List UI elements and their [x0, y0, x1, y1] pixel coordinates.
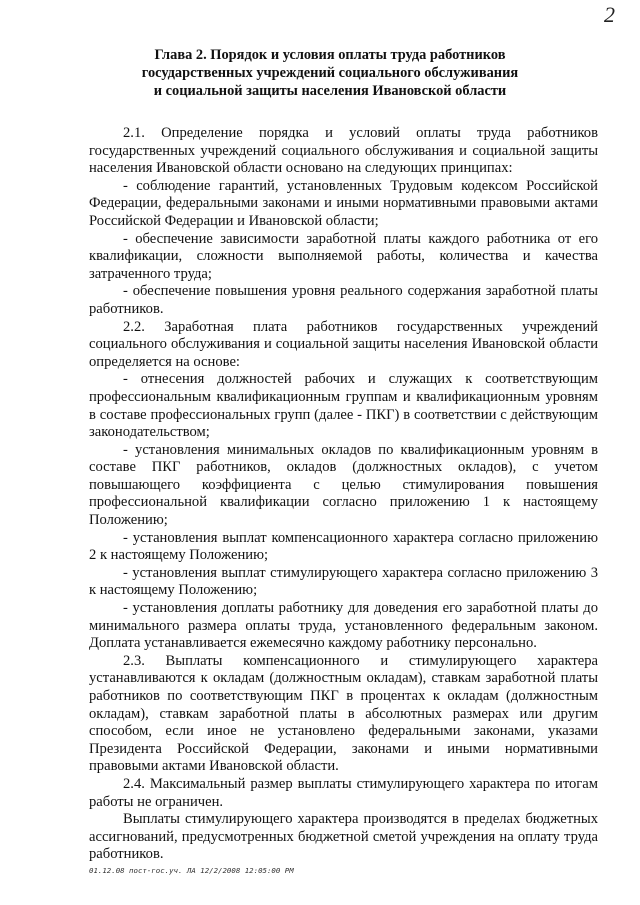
page-number: 2: [604, 2, 615, 27]
list-item: - отнесения должностей рабочих и служащих к соответствующим профессиональным квалификационным группам и квалификационным уровням в составе профессиональных групп (далее - ПКГ) в соответствии с действующим законодательством;: [89, 371, 598, 441]
list-item: - обеспечение зависимости заработной платы каждого работника от его квалификации, сложности выполняемой работы, количества и качества затраченного труда;: [89, 230, 598, 282]
document-body: [89, 125, 598, 864]
paragraph-2-2: 2.2. Заработная плата работников государственных учреждений социального обслуживания и социальной защиты населения Ивановской области определяется на основе:: [89, 318, 598, 370]
paragraph-2-4: 2.4. Максимальный размер выплаты стимулирующего характера по итогам работы не ограничен.: [89, 775, 598, 810]
paragraph-2-1: 2.1. Определение порядка и условий оплаты труда работников государственных учреждений социального обслуживания и социальной защиты населения Ивановской области основано на следующих принципах:: [89, 125, 598, 177]
chapter-title-line: Глава 2. Порядок и условия оплаты труда работников: [154, 47, 506, 63]
chapter-title: [80, 46, 580, 100]
paragraph: Выплаты стимулирующего характера производятся в пределах бюджетных ассигнований, предусмотренных бюджетной сметой учреждения на оплату труда работников.: [89, 811, 598, 863]
list-item: - установления доплаты работнику для доведения его заработной платы до минимального размера оплаты труда, установленного федеральным законом. Доплата устанавливается ежемесячно каждому работнику персонально.: [89, 600, 598, 652]
footer-stamp: 01.12.08 пост-гос.уч. ЛА 12/2/2008 12:05:00 PM: [89, 866, 294, 875]
list-item: - обеспечение повышения уровня реального содержания заработной платы работников.: [89, 283, 598, 317]
list-item: - установления выплат компенсационного характера согласно приложению 2 к настоящему Положению;: [89, 529, 598, 564]
paragraph-2-3: 2.3. Выплаты компенсационного и стимулирующего характера устанавливаются к окладам (должностным окладам), ставкам заработной платы работников по соответствующим ПКГ в процентах к окладам (должностным окладам), ставкам заработной платы в абсолютных размерах или другим способом, если иное не установлено федеральными законами, указами Президента Российской Федерации, законами и иными нормативными правовыми актами Ивановской области.: [89, 652, 598, 775]
chapter-title-line: и социальной защиты населения Ивановской области: [153, 83, 507, 99]
list-item: - установления выплат стимулирующего характера согласно приложению 3 к настоящему Положению;: [89, 564, 598, 599]
chapter-title-line: государственных учреждений социального обслуживания: [141, 65, 519, 81]
list-item: - установления минимальных окладов по квалификационным уровням в составе ПКГ работников, окладов (должностных окладов), с учетом повышающего коэффициента с целью стимулирования повышения профессиональной квалификации согласно приложению 1 к настоящему Положению;: [89, 441, 598, 529]
list-item: - соблюдение гарантий, установленных Трудовым кодексом Российской Федерации, федеральными законами и иными нормативными правовыми актами Российской Федерации и Ивановской области;: [89, 177, 598, 229]
